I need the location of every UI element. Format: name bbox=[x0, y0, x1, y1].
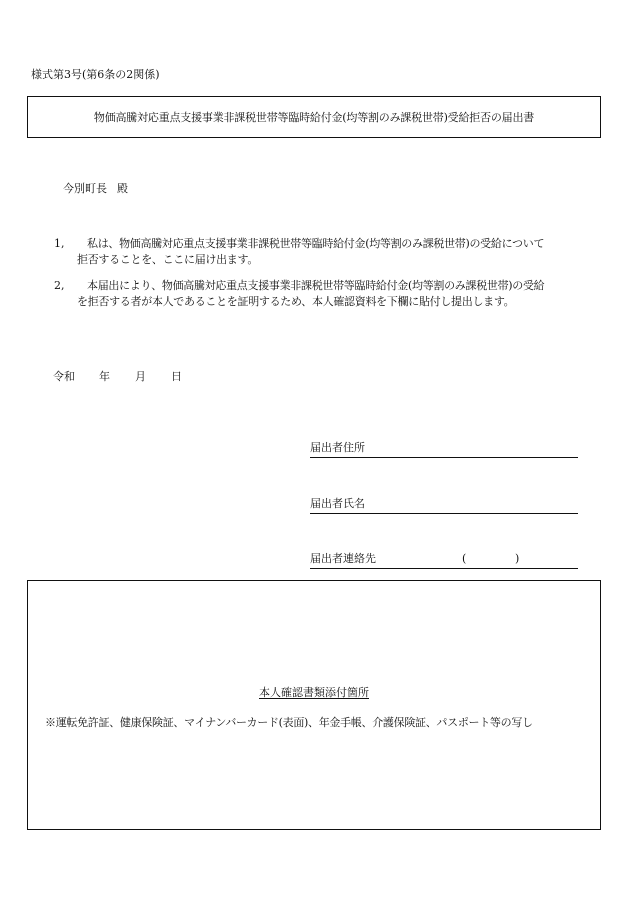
contact-paren-close: ) bbox=[515, 552, 520, 565]
applicant-address-field[interactable] bbox=[310, 441, 578, 458]
applicant-name-field[interactable] bbox=[310, 497, 578, 514]
contact-paren-open: ( bbox=[462, 552, 467, 565]
item-line: 拒否することを、ここに届け出ます。 bbox=[77, 253, 259, 266]
item-number: 1, bbox=[54, 237, 65, 250]
applicant-contact-field[interactable] bbox=[310, 552, 578, 569]
item-number: 2, bbox=[54, 279, 65, 292]
item-line: 私は、物価高騰対応重点支援事業非課税世帯等臨時給付金(均等割のみ課税世帯)の受給について bbox=[87, 237, 545, 250]
id-section-heading-text: 本人確認書類添付箇所 bbox=[259, 686, 369, 699]
item-line: を拒否する者が本人であることを証明するため、本人確認資料を下欄に貼付し提出します。 bbox=[77, 295, 515, 308]
id-section-heading bbox=[28, 684, 600, 700]
declaration-item-2 bbox=[54, 278, 594, 310]
item-text bbox=[77, 278, 594, 310]
date-era: 令和 bbox=[53, 370, 75, 383]
id-document-examples: ※運転免許証、健康保険証、マイナンバーカード(表面)、年金手帳、介護保険証、パスポート等の写し bbox=[45, 716, 533, 729]
addressee-honorific: 殿 bbox=[117, 182, 128, 195]
addressee-name: 今別町長 bbox=[63, 182, 107, 195]
item-line: 本届出により、物価高騰対応重点支援事業非課税世帯等臨時給付金(均等割のみ課税世帯)の受給 bbox=[87, 279, 545, 292]
date-line bbox=[53, 368, 182, 384]
address-label: 届出者住所 bbox=[310, 441, 365, 454]
contact-label: 届出者連絡先 bbox=[310, 552, 376, 565]
name-label: 届出者氏名 bbox=[310, 497, 365, 510]
declaration-item-1 bbox=[54, 236, 594, 268]
date-day: 日 bbox=[171, 370, 182, 383]
document-title: 物価高騰対応重点支援事業非課税世帯等臨時給付金(均等割のみ課税世帯)受給拒否の届出書 bbox=[93, 111, 535, 124]
date-year: 年 bbox=[99, 370, 110, 383]
addressee bbox=[63, 180, 128, 196]
date-month: 月 bbox=[135, 370, 146, 383]
id-document-attachment-box bbox=[27, 580, 601, 830]
title-box bbox=[27, 96, 601, 138]
item-text bbox=[77, 236, 594, 268]
form-number: 様式第3号(第6条の2関係) bbox=[31, 68, 160, 81]
